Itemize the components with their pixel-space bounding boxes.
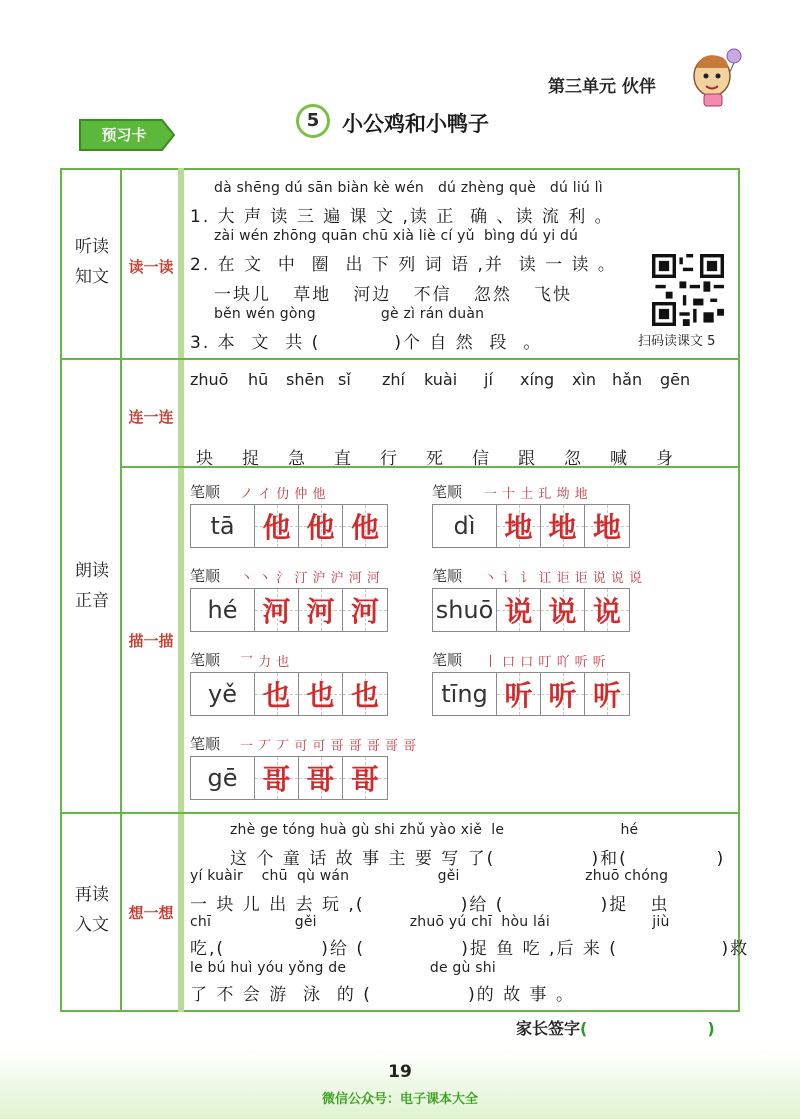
trace-cell[interactable] — [255, 673, 299, 715]
pinyin-cell: tā — [191, 505, 255, 547]
mascot-icon — [688, 46, 746, 108]
section-label-line: 入文 — [75, 915, 109, 935]
stroke-order-label: 笔顺 — [190, 483, 221, 501]
pinyin-cell: shuō — [433, 589, 497, 631]
unit-title: 第三单元 伙伴 — [548, 77, 656, 97]
practice-row-ting — [432, 672, 630, 716]
trace-cell[interactable] — [255, 505, 299, 547]
pinyin-line: běn wén gòng gè zì rán duàn — [214, 306, 485, 322]
trace-cell[interactable] — [541, 673, 585, 715]
trace-char: 哥 — [306, 763, 335, 796]
trace-cell[interactable] — [497, 589, 541, 631]
section-label-reread — [62, 880, 122, 940]
think-line-4: 了 不 会 游 泳 的 ( )的 故 事 。 — [190, 985, 575, 1005]
trace-char: 河 — [306, 595, 335, 628]
sub-label-trace: 描一描 — [128, 632, 174, 650]
trace-cell[interactable] — [299, 505, 343, 547]
trace-cell[interactable] — [585, 505, 629, 547]
section-label-read-aloud — [62, 556, 122, 616]
think-line-1: 这 个 童 话 故 事 主 要 写 了( )和( ) — [230, 849, 726, 869]
stroke-order: 丶 讠 讠 讧 讵 讵 说 说 说 — [484, 571, 643, 586]
connect-char[interactable]: 急 — [288, 449, 305, 469]
practice-row-di — [432, 504, 630, 548]
stroke-order: 乛 力 也 — [240, 655, 290, 670]
lesson-number: 5 — [296, 104, 330, 138]
pinyin-cell: gē — [191, 757, 255, 799]
connect-char[interactable]: 身 — [656, 449, 673, 469]
pinyin-line: zài wén zhōng quān chū xià liè cí yǔ bìng dú yi dú — [214, 228, 579, 244]
trace-char: 地 — [548, 511, 577, 544]
footer-band — [0, 1048, 800, 1119]
stroke-order-label: 笔顺 — [190, 735, 221, 753]
word-list: 一块儿 草地 河边 不信 忽然 飞快 — [214, 285, 573, 305]
connect-pinyin[interactable]: xíng — [520, 370, 555, 389]
connect-pinyin[interactable]: zhí — [382, 370, 405, 389]
question-1: 1. 大 声 读 三 遍 课 文 ,读 正 确 、读 流 利 。 — [190, 207, 614, 227]
trace-cell[interactable] — [343, 589, 387, 631]
connect-char[interactable]: 直 — [334, 449, 351, 469]
connect-pinyin[interactable]: gēn — [660, 370, 691, 389]
connect-pinyin[interactable]: xìn — [572, 370, 597, 389]
question-3: 3. 本 文 共 ( )个 自 然 段 。 — [190, 333, 543, 353]
connect-pinyin[interactable]: shēn — [286, 370, 325, 389]
trace-char: 也 — [306, 679, 335, 712]
pinyin-line: yí kuàir chū qù wán gěi zhuō chóng — [190, 868, 669, 884]
connect-char[interactable]: 块 — [196, 449, 213, 469]
trace-char: 哥 — [262, 763, 291, 796]
connect-pinyin[interactable]: sǐ — [338, 370, 351, 389]
trace-cell[interactable] — [299, 757, 343, 799]
stroke-order: 丶 丶 氵 汀 沪 沪 河 河 — [240, 571, 381, 586]
parent-signature[interactable] — [516, 1016, 715, 1039]
trace-cell[interactable] — [299, 589, 343, 631]
pinyin-line: le bú huì yóu yǒng de de gù shi — [190, 960, 496, 976]
connect-char[interactable]: 喊 — [610, 449, 627, 469]
trace-char: 听 — [504, 679, 533, 712]
pinyin-cell: yě — [191, 673, 255, 715]
section-label-line: 听读 — [75, 237, 109, 257]
connect-char[interactable]: 死 — [426, 449, 443, 469]
practice-row-shuo — [432, 588, 630, 632]
signature-close: ) — [707, 1019, 715, 1038]
signature-open: ( — [580, 1019, 588, 1038]
trace-cell[interactable] — [541, 589, 585, 631]
trace-char: 河 — [350, 595, 379, 628]
think-line-2: 一 块 儿 出 去 玩 ,( )给 ( )捉 虫 — [190, 895, 670, 915]
trace-cell[interactable] — [343, 757, 387, 799]
stroke-order-label: 笔顺 — [432, 567, 463, 585]
stroke-order-label: 笔顺 — [432, 483, 463, 501]
trace-cell[interactable] — [255, 757, 299, 799]
trace-char: 也 — [262, 679, 291, 712]
connect-pinyin[interactable]: zhuō — [190, 370, 229, 389]
preview-card-label: 预习卡 — [101, 126, 147, 144]
pinyin-line: chī gěi zhuō yú chī hòu lái jiù — [190, 914, 670, 930]
think-line-3: 吃,( )给 ( )捉 鱼 吃 ,后 来 ( )救 — [190, 939, 750, 959]
stroke-order: 丨 口 口 叮 吖 听 听 — [484, 655, 607, 670]
pinyin-cell: dì — [433, 505, 497, 547]
trace-char: 地 — [504, 511, 533, 544]
signature-label: 家长签字 — [516, 1019, 581, 1038]
trace-cell[interactable] — [299, 673, 343, 715]
connect-char[interactable]: 捉 — [242, 449, 259, 469]
connect-pinyin[interactable]: hū — [248, 370, 269, 389]
stroke-order-label: 笔顺 — [190, 567, 221, 585]
qr-caption: 扫码读课文 5 — [638, 334, 716, 349]
practice-row-ye — [190, 672, 388, 716]
practice-row-he — [190, 588, 388, 632]
section-label-line: 朗读 — [75, 561, 109, 581]
trace-cell[interactable] — [497, 505, 541, 547]
pinyin-line: dà shēng dú sān biàn kè wén dú zhèng què dú liú lì — [214, 180, 603, 196]
section-label-listen — [62, 232, 122, 292]
connect-char[interactable]: 忽 — [564, 449, 581, 469]
trace-char: 也 — [350, 679, 379, 712]
trace-char: 河 — [262, 595, 291, 628]
connect-pinyin[interactable]: jí — [484, 370, 493, 389]
sub-label-read: 读一读 — [128, 258, 174, 276]
practice-row-ta — [190, 504, 388, 548]
connect-char[interactable]: 行 — [380, 449, 397, 469]
pinyin-cell: tīng — [433, 673, 497, 715]
pinyin-line: zhè ge tóng huà gù shi zhǔ yào xiě le hé — [230, 822, 639, 838]
trace-char: 听 — [592, 679, 621, 712]
trace-char: 说 — [592, 595, 621, 628]
stroke-order: ノ イ 仂 仲 他 — [240, 487, 327, 502]
pinyin-cell: hé — [191, 589, 255, 631]
sub-label-think: 想一想 — [128, 904, 174, 922]
divider — [60, 812, 740, 814]
connect-pinyin[interactable]: kuài — [424, 370, 458, 389]
divider — [60, 358, 740, 360]
question-2: 2. 在 文 中 圈 出 下 列 词 语 ,并 读 一 读 。 — [190, 255, 617, 275]
trace-char: 他 — [262, 511, 291, 544]
section-label-line: 知文 — [75, 267, 109, 287]
stroke-order: 一 十 土 玌 坳 地 — [484, 487, 589, 502]
trace-cell[interactable] — [585, 589, 629, 631]
connect-pinyin[interactable]: hǎn — [612, 370, 643, 389]
trace-char: 说 — [548, 595, 577, 628]
practice-row-ge — [190, 756, 388, 800]
trace-cell[interactable] — [541, 505, 585, 547]
footer-text: 微信公众号：电子课本大全 — [321, 1092, 478, 1107]
sub-label-connect: 连一连 — [128, 408, 174, 426]
page-number: 19 — [388, 1062, 412, 1082]
trace-char: 说 — [504, 595, 533, 628]
stroke-order-label: 笔顺 — [432, 651, 463, 669]
lesson-title: 小公鸡和小鸭子 — [342, 112, 489, 136]
qr-code-icon[interactable] — [652, 254, 724, 326]
section-label-line: 再读 — [75, 885, 109, 905]
divider — [178, 168, 184, 1012]
trace-char: 他 — [306, 511, 335, 544]
connect-char[interactable]: 跟 — [518, 449, 535, 469]
trace-char: 哥 — [350, 763, 379, 796]
trace-cell[interactable] — [343, 505, 387, 547]
connect-char[interactable]: 信 — [472, 449, 489, 469]
trace-cell[interactable] — [497, 673, 541, 715]
trace-cell[interactable] — [585, 673, 629, 715]
trace-char: 听 — [548, 679, 577, 712]
stroke-order-label: 笔顺 — [190, 651, 221, 669]
trace-char: 地 — [592, 511, 621, 544]
trace-cell[interactable] — [343, 673, 387, 715]
stroke-order: 一 丆 丆 可 可 哥 哥 哥 哥 哥 — [240, 739, 417, 754]
trace-char: 他 — [350, 511, 379, 544]
trace-cell[interactable] — [255, 589, 299, 631]
section-label-line: 正音 — [75, 591, 109, 611]
